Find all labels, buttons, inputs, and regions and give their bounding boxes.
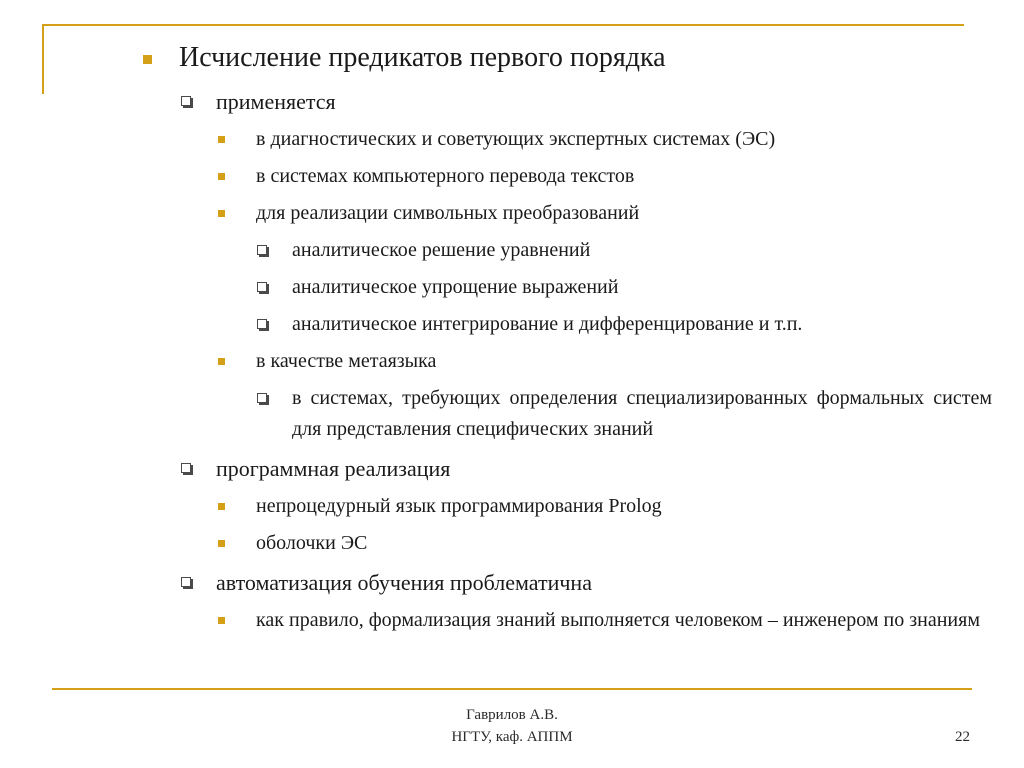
list-item-text: как правило, формализация знаний выполняется человеком – инженером по знаниям [256,609,980,631]
list-item-text: программная реализация [216,456,451,481]
list-item [218,491,662,522]
list-item [181,567,592,598]
page-number: 22 [955,729,970,745]
filled-square-bullet-icon [218,617,225,624]
hollow-square-bullet-icon [257,393,267,403]
list-item-text: аналитическое упрощение выражений [292,276,619,298]
hollow-square-bullet-icon [181,577,191,587]
list-item [257,272,618,303]
filled-square-bullet-icon [218,136,225,143]
bottom-rule [52,688,972,690]
list-item [181,86,336,117]
list-item-text: автоматизация обучения проблематична [216,570,592,595]
filled-square-bullet-icon [218,503,225,510]
title-row [143,40,666,76]
list-item-text: в диагностических и советующих экспертных системах (ЭС) [256,128,776,150]
hollow-square-bullet-icon [257,245,267,255]
list-item-text: аналитическое решение уравнений [292,239,591,261]
slide-title: Исчисление предикатов первого порядка [179,42,666,73]
list-item-text: оболочки ЭС [256,532,368,554]
filled-square-bullet-icon [218,540,225,547]
list-item-text: в качестве метаязыка [256,350,437,372]
list-item-text: непроцедурный язык программирования Prolog [256,495,662,517]
list-item [218,346,436,377]
footer-author: Гаврилов А.В. [466,707,558,723]
list-item [181,453,450,484]
list-item [218,124,775,155]
list-item [257,383,992,445]
list-item-text: аналитическое интегрирование и дифференцирование и т.п. [292,313,803,335]
hollow-square-bullet-icon [181,463,191,473]
list-item [257,309,802,340]
filled-square-bullet-icon [218,358,225,365]
left-rule [42,24,44,94]
list-item [218,198,639,229]
hollow-square-bullet-icon [257,282,267,292]
list-item [218,528,367,559]
list-item [257,235,590,266]
hollow-square-bullet-icon [257,319,267,329]
filled-square-bullet-icon [218,210,225,217]
list-item-text: для реализации символьных преобразований [256,202,640,224]
list-item [218,605,992,636]
list-item-text: применяется [216,89,336,114]
list-item-text: в системах, требующих определения специализированных формальных систем для представления специфических знаний [292,387,992,440]
top-rule [42,24,964,26]
title-bullet-icon [143,55,152,64]
list-item [218,161,634,192]
list-item-text: в системах компьютерного перевода текстов [256,165,635,187]
hollow-square-bullet-icon [181,96,191,106]
filled-square-bullet-icon [218,173,225,180]
footer-organization: НГТУ, каф. АППМ [451,729,573,745]
